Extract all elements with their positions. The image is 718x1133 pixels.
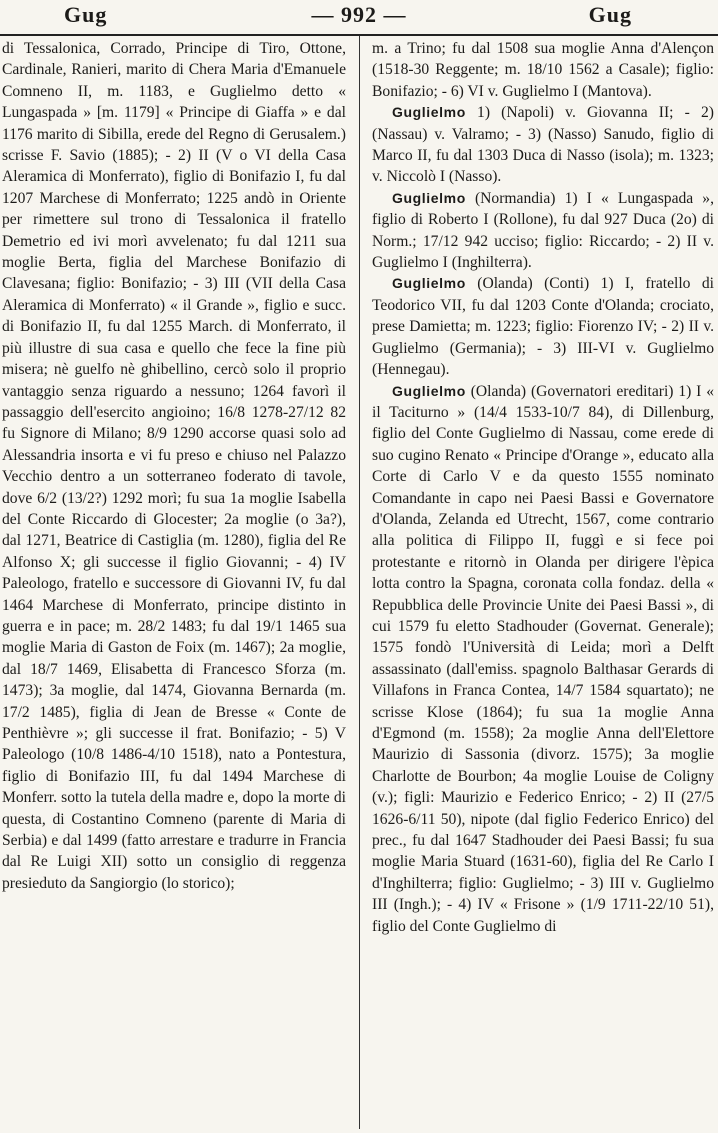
page-number: — 992 — bbox=[311, 2, 407, 27]
dictionary-entry bbox=[372, 188, 714, 274]
entry-body: (Olanda) (Conti) 1) I, fratello di Teodorico VII, fu dal 1203 Conte d'Olanda; crociato, prese Damietta; m. 1223; figlio: Fiorenzo IV; - 2) II v. Guglielmo (Germania); - 3) III-VI v. Guglielmo (Hennegau). bbox=[372, 275, 714, 379]
entry-headword: Guglielmo bbox=[392, 189, 466, 206]
dictionary-entry bbox=[372, 381, 714, 938]
entry-body: (Olanda) (Governatori ereditari) 1) I « il Taciturno » (14/4 1533-10/7 84), di Dillenburg, figlio del Conte Guglielmo di Nassau, come erede di suo cugino Renato « Principe d'Orange », educato alla Corte di Carlo V e da questo 1555 nominato Comandante in capo nei Paesi Bassi e Governatore d'Olanda, Zelanda ed Utrecht, 1567, come contrario alla politica di Filippo II, fuggì e si fece poi protestante e ritornò in Olanda per dirigere l'èpica lotta contro la Spagna, coronata colla fondaz. della « Repubblica delle Provincie Unite dei Paesi Bassi », di cui 1579 fu eletto Stadhouder (Governat. Generale); 1575 fondò l'Università di Leida; morì a Delft assassinato (dall'emiss. spagnolo Balthasar Gerards di Villafons in Franca Contea, 14/7 1584 squartato); ne scrisse Klose (1864); fu sua 1a moglie Anna d'Egmond (m. 1558); 2a moglie Anna dell'Elettore Maurizio di Sassonia (divorz. 1575); 3a moglie Charlotte de Bourbon; 4a moglie Louise de Coligny (v.); figli: Maurizio e Federico Enrico; - 2) II (27/5 1626-6/11 50), nipote (dal figlio Federico Enrico) del prec., fu dal 1647 Stadhouder dei Paesi Bassi; fu sua moglie Maria Stuard (1631-60), figlia del Re Carlo I d'Inghilterra; figlio: Guglielmo; - 3) III v. Guglielmo III (Ingh.); - 4) IV « Frisone » (1/9 1711-22/10 51), figlio del Conte Guglielmo di bbox=[372, 382, 714, 935]
left-column bbox=[2, 38, 346, 894]
running-header bbox=[0, 0, 718, 36]
column-divider bbox=[359, 36, 360, 1129]
entry-body: 1) (Napoli) v. Giovanna II; - 2) (Nassau) v. Valramo; - 3) (Nasso) Sanudo, figlio di Marco II, fu dal 1303 Duca di Nasso (isola); m. 1323; v. Niccolò I (Nasso). bbox=[372, 104, 714, 186]
entry-headword: Guglielmo bbox=[392, 275, 466, 292]
dictionary-entry bbox=[372, 102, 714, 188]
entry-body: (Normandia) 1) I « Lungaspada », figlio di Roberto I (Rollone), fu dal 927 Duca (2o) di Norm.; 17/12 942 ucciso; figlio: Riccardo; - 2) II v. Guglielmo I (Inghilterra). bbox=[372, 189, 714, 272]
entry-continuation-text: m. a Trino; fu dal 1508 sua moglie Anna d'Alençon (1518-30 Reggente; m. 18/10 1562 a Casale); figlio: Bonifazio; - 6) VI v. Guglielmo I (Mantova). bbox=[372, 40, 714, 100]
right-column bbox=[372, 38, 714, 937]
entry-headword: Guglielmo bbox=[392, 104, 466, 121]
header-right-guideword: Gug bbox=[588, 2, 632, 27]
entry-headword: Guglielmo bbox=[392, 382, 466, 399]
header-left-guideword: Gug bbox=[64, 2, 108, 27]
dictionary-entry bbox=[372, 273, 714, 380]
entry-continuation-text: di Tessalonica, Corrado, Principe di Tiro, Ottone, Cardinale, Ranieri, marito di Chera Maria d'Emanuele Comneno II, m. 1183, e Guglielmo detto « Lungaspada » [m. 1179] « Principe di Giaffa » e dal 1176 marito di Sibilla, erede del Regno di Gerusalem.) scrisse F. Savio (1885); - 2) II (V o VI della Casa Aleramica di Monferrato), figlio di Bonifazio I, fu dal 1207 Marchese di Monferrato; 1225 andò in Oriente per rimettere sul trono di Tessalonica il fratello Demetrio ed ivi morì avvelenato; fu dal 1211 sua moglie Berta, figlia del Marchese Bonifazio di Clavesana; figlio: Bonifazio; - 3) III (VII della Casa Aleramica di Monferrato) « il Grande », figlio e succ. di Bonifazio II, fu dal 1255 March. di Monferrato, il più illustre di sua casa e quello che fece la fine più misera; nè guelfo nè ghibellino, cercò solo il proprio vantaggio senza riguardo a nessuno; 1264 favorì il passaggio dell'esercito angioino; 16/8 1278-27/12 82 fu Signore di Milano; 8/9 1290 accorse quasi solo ad Alessandria insorta e vi fu preso e chiuso nel Palazzo Vecchio dentro a un sotterraneo foderato di tavole, dove 6/2 (13/2?) 1292 morì; fu sua 1a moglie Isabella del Conte Riccardo di Glocester; 2a moglie (o 3a?), dal 1271, Beatrice di Castiglia (m. 1280), figlia del Re Alfonso X; gli successe il figlio Giovanni; - 4) IV Paleologo, fratello e successore di Giovanni IV, fu dal 1464 Marchese di Monferrato, principe distinto in guerra e in pace; m. 28/2 1483; fu dal 19/1 1465 sua moglie Maria di Gaston de Foix (m. 1467); 2a moglie, dal 18/7 1469, Elisabetta di Francesco Sforza (m. 1473); 3a moglie, dal 1474, Giovanna Bernarda (m. 17/2 1485), figlia di Jean de Bresse « Conte de Penthièvre »; gli successe il frat. Bonifazio; - 5) V Paleologo (10/8 1486-4/10 1518), nato a Pontestura, figlio di Bonifazio III, fu dal 1494 Marchese di Monferr. sotto la tutela della madre e, dopo la morte di questa, di Costantino Comneno (parente di Maria di Serbia) e dal 1499 (fatto arrestare e tradurre in Francia dal Re Luigi XII) sotto un consiglio di reggenza presieduto da Sangiorgio (lo storico); bbox=[2, 40, 346, 892]
